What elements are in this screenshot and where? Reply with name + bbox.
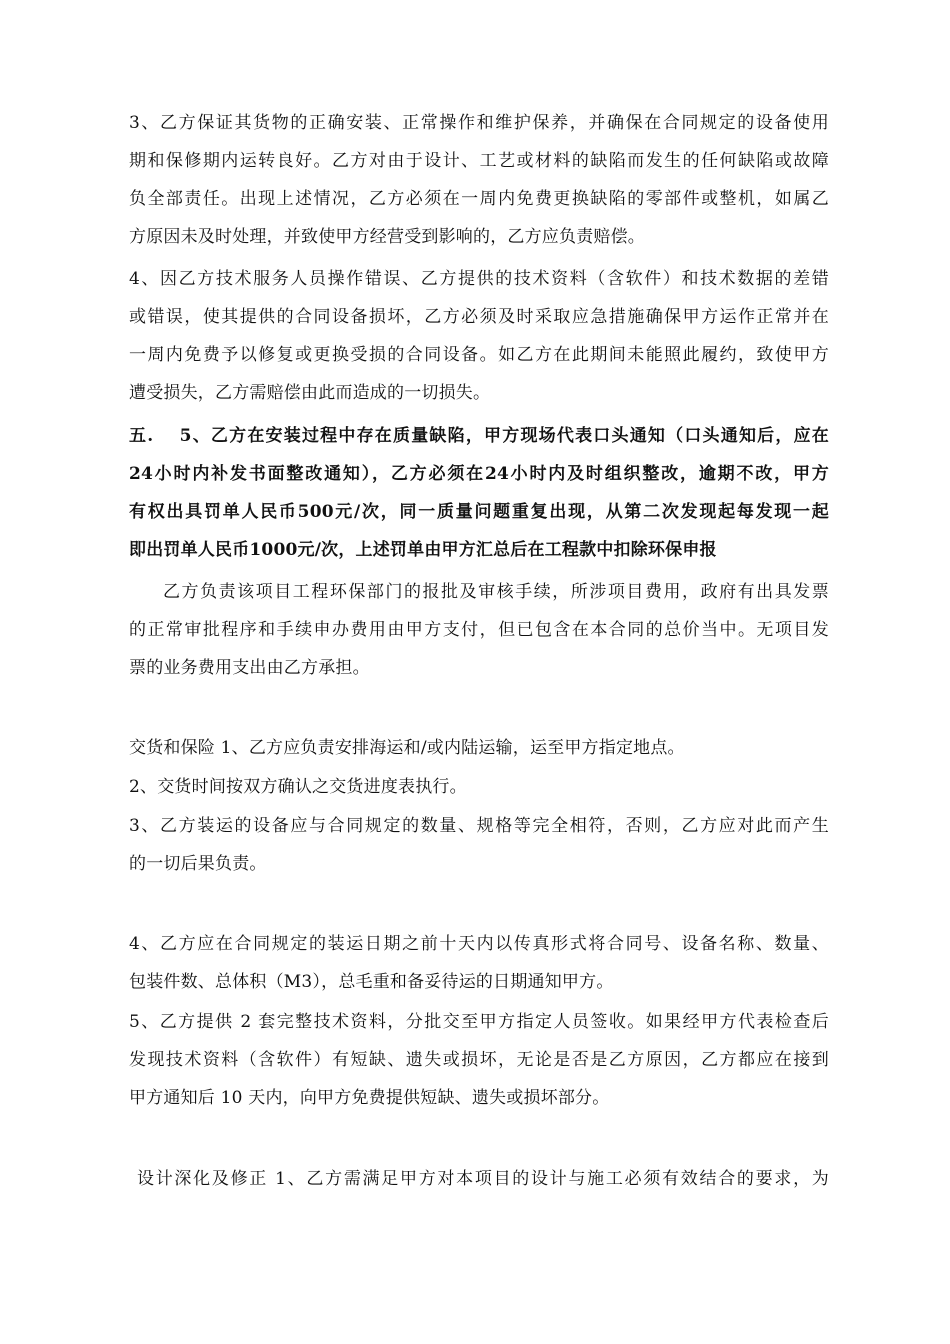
clause-3-line-3: 负全部责任。出现上述情况，乙方必须在一周内免费更换缺陷的零部件或整机，如属乙	[129, 189, 829, 209]
clause-5-line-1: 五. 5、乙方在安装过程中存在质量缺陷，甲方现场代表口头通知（口头通知后，应在	[129, 426, 829, 446]
clause-3-line-2: 期和保修期内运转良好。乙方对由于设计、工艺或材料的缺陷而发生的任何缺陷或故障	[129, 151, 829, 171]
clause-3-line-4: 方原因未及时处理，并致使甲方经营受到影响的，乙方应负责赔偿。	[129, 227, 645, 247]
env-line-2: 的正常审批程序和手续申办费用由甲方支付，但已包含在本合同的总价当中。无项目发	[129, 620, 829, 640]
design-line-1: 设计深化及修正 1、乙方需满足甲方对本项目的设计与施工必须有效结合的要求，为	[137, 1169, 829, 1189]
delivery-line-4b: 包装件数、总体积（M3），总毛重和备妥待运的日期通知甲方。	[129, 972, 614, 992]
delivery-line-1: 交货和保险 1、乙方应负责安排海运和/或内陆运输，运至甲方指定地点。	[129, 738, 685, 758]
clause-5-line-3: 有权出具罚单人民币500元/次，同一质量问题重复出现，从第二次发现起每发现一起	[129, 502, 829, 522]
env-line-1: 乙方负责该项目工程环保部门的报批及审核手续，所涉项目费用，政府有出具发票	[163, 582, 829, 602]
clause-4-line-1: 4、因乙方技术服务人员操作错误、乙方提供的技术资料（含软件）和技术数据的差错	[129, 269, 829, 289]
delivery-line-2: 2、交货时间按双方确认之交货进度表执行。	[129, 777, 467, 797]
clause-5-line-2: 24小时内补发书面整改通知），乙方必须在24小时内及时组织整改，逾期不改，甲方	[129, 464, 829, 484]
delivery-line-5a: 5、乙方提供 2 套完整技术资料，分批交至甲方指定人员签收。如果经甲方代表检查后	[129, 1012, 829, 1032]
clause-4-line-4: 遭受损失，乙方需赔偿由此而造成的一切损失。	[129, 383, 491, 403]
clause-4-line-2: 或错误，使其提供的合同设备损坏，乙方必须及时采取应急措施确保甲方运作正常并在	[129, 307, 829, 327]
delivery-line-3a: 3、乙方装运的设备应与合同规定的数量、规格等完全相符，否则，乙方应对此而产生	[129, 816, 829, 836]
delivery-line-4a: 4、乙方应在合同规定的装运日期之前十天内以传真形式将合同号、设备名称、数量、	[129, 934, 829, 954]
env-line-3: 票的业务费用支出由乙方承担。	[129, 658, 370, 678]
delivery-line-5b: 发现技术资料（含软件）有短缺、遗失或损坏，无论是否是乙方原因，乙方都应在接到	[129, 1050, 829, 1070]
clause-5-line-4: 即出罚单人民币1000元/次，上述罚单由甲方汇总后在工程款中扣除环保申报	[129, 540, 717, 560]
delivery-line-5c: 甲方通知后 10 天内，向甲方免费提供短缺、遗失或损坏部分。	[129, 1088, 610, 1108]
clause-4-line-3: 一周内免费予以修复或更换受损的合同设备。如乙方在此期间未能照此履约，致使甲方	[129, 345, 829, 365]
delivery-line-3b: 的一切后果负责。	[129, 854, 267, 874]
clause-3-line-1: 3、乙方保证其货物的正确安装、正常操作和维护保养，并确保在合同规定的设备使用	[129, 113, 829, 133]
